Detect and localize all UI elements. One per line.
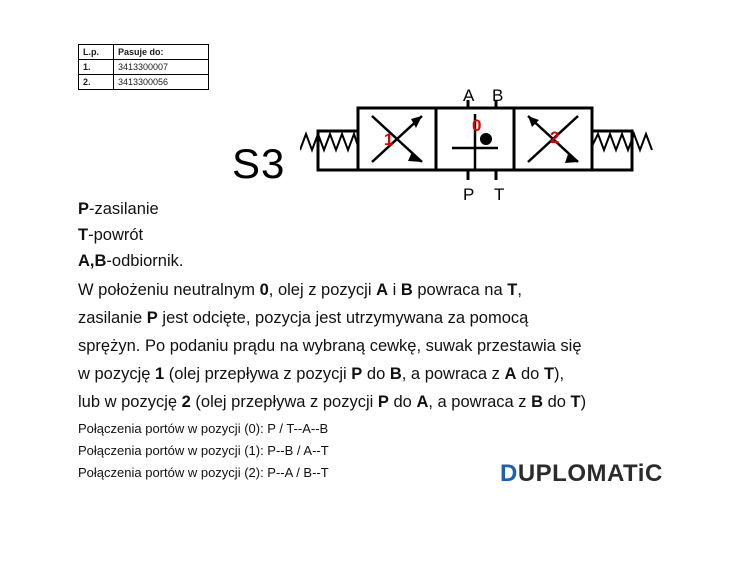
desc-text: do [362,365,390,383]
desc-bold-a: A [376,281,388,299]
legend-line-ab [78,248,183,274]
desc-bold-p: P [351,365,363,383]
desc-text: powraca na [412,281,508,299]
description-line-1 [78,276,678,304]
table-header-row [79,45,209,60]
desc-text: (olej przepływa z pozycji [190,393,378,411]
description-line-3 [78,332,678,360]
legend-line-p [78,196,183,222]
port-label-a: A [463,86,475,105]
desc-text: do [543,393,571,411]
row-code: 3413300056 [114,75,209,90]
column-header-fits: Pasuje do: [114,45,209,60]
desc-bold-a: A [504,365,517,383]
desc-text: i [388,281,401,299]
desc-bold-t: T [507,281,518,299]
desc-text: ), [554,365,565,383]
logo-initial: D [500,460,518,487]
desc-bold-b: B [531,393,544,411]
position-label-1: 1 [384,130,394,149]
desc-text: w pozycję [78,365,156,383]
port-connection-line: Połączenia portów w pozycji (2): P--A / B--T [78,465,329,480]
desc-text: jest odcięte, pozycja jest utrzymywana za pomocą [157,309,529,327]
port-label-p: P [463,185,475,204]
description-line-4 [78,360,678,388]
row-code: 3413300007 [114,60,209,75]
legend-line-t [78,222,183,248]
desc-text: lub w pozycję [78,393,182,411]
parts-table [78,44,209,90]
column-header-index: L.p. [79,45,114,60]
valve-symbol-diagram [300,86,710,206]
desc-bold-0: 0 [259,281,269,299]
desc-text: sprężyn. Po podaniu prądu na wybraną cewkę, suwak przestawia się [78,337,582,355]
desc-text: do [388,393,417,411]
table-row [79,75,209,90]
port-label-t: T [494,185,505,204]
row-index: 1. [79,60,114,75]
legend-block [78,196,183,274]
legend-ab-bold: A,B [78,252,107,270]
valve-symbol-svg [300,86,710,206]
port-label-b: B [492,86,504,105]
port-connection-line: Połączenia portów w pozycji (1): P--B / A--T [78,443,329,458]
desc-bold-p: P [146,309,158,327]
position-label-0: 0 [472,116,482,135]
desc-text: , a powraca z [428,393,532,411]
desc-text: , a powraca z [401,365,505,383]
legend-t-text: -powrót [88,226,144,244]
port-connections-block [78,418,329,484]
desc-bold-t: T [543,365,555,383]
valve-code-label: S3 [232,140,286,187]
desc-bold-p: P [377,393,389,411]
desc-bold-b: B [389,365,402,383]
desc-text: W położeniu neutralnym [78,281,260,299]
desc-bold-2: 2 [181,393,191,411]
desc-text: ) [580,393,587,411]
port-connection-line: Połączenia portów w pozycji (0): P / T--A--B [78,421,329,436]
logo-text: UPLOMATiC [517,460,663,487]
desc-bold-b: B [400,281,413,299]
position-label-2: 2 [550,128,560,147]
legend-p-text: -zasilanie [89,200,159,218]
legend-t-bold: T [78,226,89,244]
table-row [79,60,209,75]
description-block [78,276,678,416]
legend-ab-text: -odbiornik. [106,252,184,270]
desc-text: , [517,281,522,299]
legend-p-bold: P [78,200,90,218]
description-line-2 [78,304,678,332]
desc-bold-1: 1 [155,365,165,383]
brand-logo [500,460,663,488]
desc-bold-t: T [570,393,581,411]
desc-text: do [516,365,544,383]
desc-text: , olej z pozycji [268,281,377,299]
desc-text: (olej przepływa z pozycji [164,365,352,383]
desc-text: zasilanie [78,309,147,327]
row-index: 2. [79,75,114,90]
description-line-5 [78,388,678,416]
desc-bold-a: A [416,393,429,411]
